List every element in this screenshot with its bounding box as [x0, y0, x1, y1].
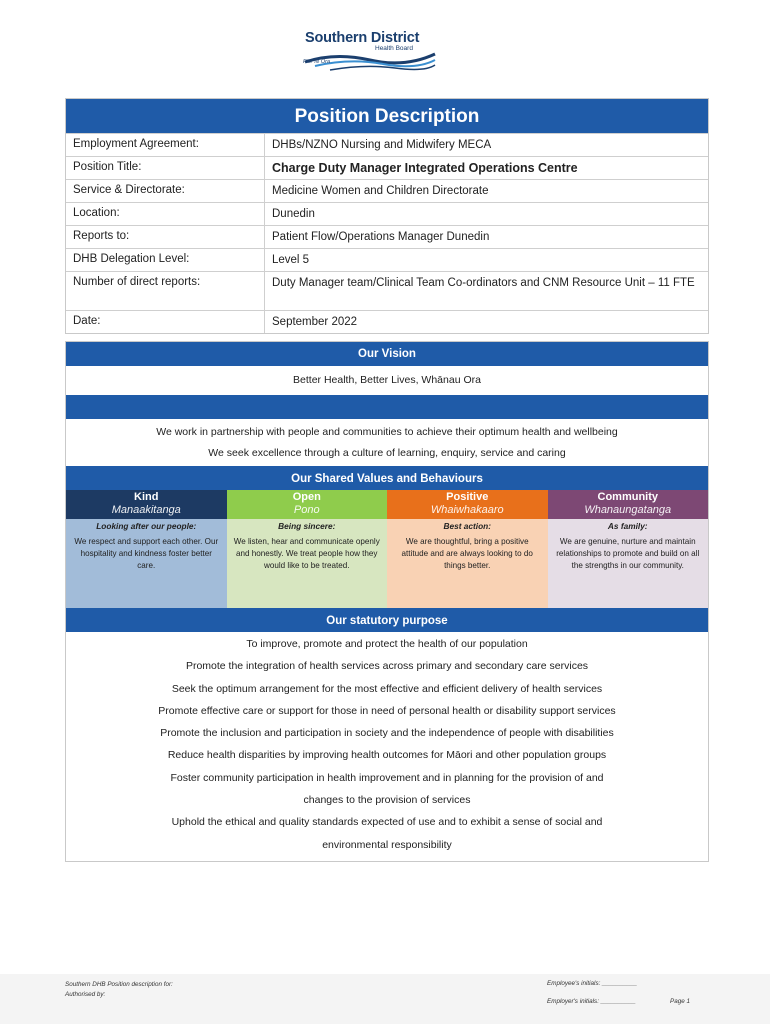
purpose-line: To improve, promote and protect the health of our population: [246, 638, 528, 650]
value-header: [227, 490, 388, 519]
logo-subtitle: Health Board: [375, 45, 413, 52]
value-open: [227, 490, 388, 608]
value-header: [548, 490, 709, 519]
value-name: Community: [597, 491, 658, 503]
page-footer: [0, 974, 770, 1024]
purpose-line: Foster community participation in health improvement and in planning for the provision of and: [170, 771, 604, 784]
row-label: Reports to:: [66, 226, 265, 248]
vision-values-panel: [65, 341, 709, 862]
row-value: Patient Flow/Operations Manager Dunedin: [272, 231, 490, 243]
value-maori: Manaakitanga: [111, 504, 181, 516]
value-description: We are thoughtful, bring a positive attitude and are always looking to do things better.: [401, 537, 533, 570]
value-body: [548, 519, 709, 608]
table-row: [66, 310, 708, 333]
row-value: DHBs/NZNO Nursing and Midwifery MECA: [272, 139, 492, 151]
values-grid: [66, 490, 708, 608]
value-subheading: As family:: [607, 521, 648, 531]
values-heading: Our Shared Values and Behaviours: [66, 466, 708, 490]
logo-title: Southern District: [305, 30, 420, 46]
table-row: [66, 133, 708, 156]
vision-text: Better Health, Better Lives, Whānau Ora: [293, 374, 481, 386]
value-description: We are genuine, nurture and maintain relationships to promote and build on all the strengths in our community.: [556, 537, 700, 570]
row-label: Date:: [66, 311, 265, 333]
mission-band: [66, 395, 708, 419]
page-number: Page 1: [670, 998, 690, 1005]
value-name: Kind: [134, 491, 159, 503]
value-maori: Pono: [293, 504, 320, 516]
value-maori: Whaiwhakaaro: [430, 504, 504, 516]
value-kind: [66, 490, 227, 608]
value-subheading: Being sincere:: [278, 521, 336, 531]
footer-authorised-by: Authorised by:: [65, 991, 106, 998]
footer-left: [65, 980, 173, 1000]
value-subheading: Looking after our people:: [96, 521, 197, 531]
logo-tagline: Piki Te Ora: [303, 59, 331, 65]
sdhb-logo: [295, 30, 440, 72]
mission-line: We seek excellence through a culture of learning, enquiry, service and caring: [208, 447, 566, 459]
purpose-line: Seek the optimum arrangement for the most effective and efficient delivery of health services: [171, 682, 603, 695]
purpose-line: Reduce health disparities by improving health outcomes for Māori and other population groups: [167, 749, 607, 762]
purpose-list: [66, 632, 708, 861]
purpose-heading: Our statutory purpose: [66, 608, 708, 632]
table-row: [66, 225, 708, 248]
row-value: Charge Duty Manager Integrated Operations Centre: [272, 161, 578, 175]
employer-initials: Employer's initials: __________: [547, 998, 636, 1005]
row-label: Employment Agreement:: [66, 134, 265, 156]
row-label: Position Title:: [66, 157, 265, 179]
purpose-line: Uphold the ethical and quality standards expected of use and to exhibit a sense of social and: [171, 816, 603, 829]
footer-description-for: Southern DHB Position description for:: [65, 981, 173, 988]
purpose-line: changes to the provision of services: [303, 794, 471, 807]
vision-heading: Our Vision: [66, 342, 708, 366]
row-value: Level 5: [272, 254, 310, 266]
position-description-table: [65, 98, 709, 334]
mission-line: We work in partnership with people and communities to achieve their optimum health and wellbeing: [156, 426, 618, 438]
table-row: [66, 202, 708, 225]
value-body: [387, 519, 548, 608]
row-value: Dunedin: [272, 208, 315, 220]
row-label: Service & Directorate:: [66, 180, 265, 202]
row-label: Location:: [66, 203, 265, 225]
purpose-line: Promote effective care or support for those in need of personal health or disability support services: [158, 704, 616, 717]
purpose-line: Promote the inclusion and participation in society and the independence of people with disabilities: [160, 727, 614, 740]
value-header: [387, 490, 548, 519]
value-subheading: Best action:: [443, 521, 491, 531]
position-description-heading: Position Description: [66, 99, 708, 133]
value-name: Positive: [446, 491, 489, 503]
table-row: [66, 156, 708, 179]
value-maori: Whanaungatanga: [584, 504, 672, 516]
value-description: We respect and support each other. Our hospitality and kindness foster better care.: [74, 537, 219, 570]
row-label: Number of direct reports:: [66, 272, 265, 310]
value-positive: [387, 490, 548, 608]
table-row: [66, 248, 708, 271]
value-community: [548, 490, 709, 608]
value-header: [66, 490, 227, 519]
value-description: We listen, hear and communicate openly and honestly. We treat people how they would like to be treated.: [233, 537, 380, 570]
row-value: Duty Manager team/Clinical Team Co-ordinators and CNM Resource Unit – 11 FTE: [272, 277, 695, 289]
table-row: [66, 179, 708, 202]
row-value: Medicine Women and Children Directorate: [272, 185, 489, 197]
value-body: [227, 519, 388, 608]
value-body: [66, 519, 227, 608]
value-name: Open: [292, 491, 321, 503]
employee-initials: Employee's initials: __________: [547, 980, 638, 987]
table-row: [66, 271, 708, 310]
row-label: DHB Delegation Level:: [66, 249, 265, 271]
row-value: September 2022: [272, 316, 358, 328]
purpose-line: environmental responsibility: [322, 838, 452, 851]
purpose-line: Promote the integration of health services across primary and secondary care services: [185, 660, 589, 673]
